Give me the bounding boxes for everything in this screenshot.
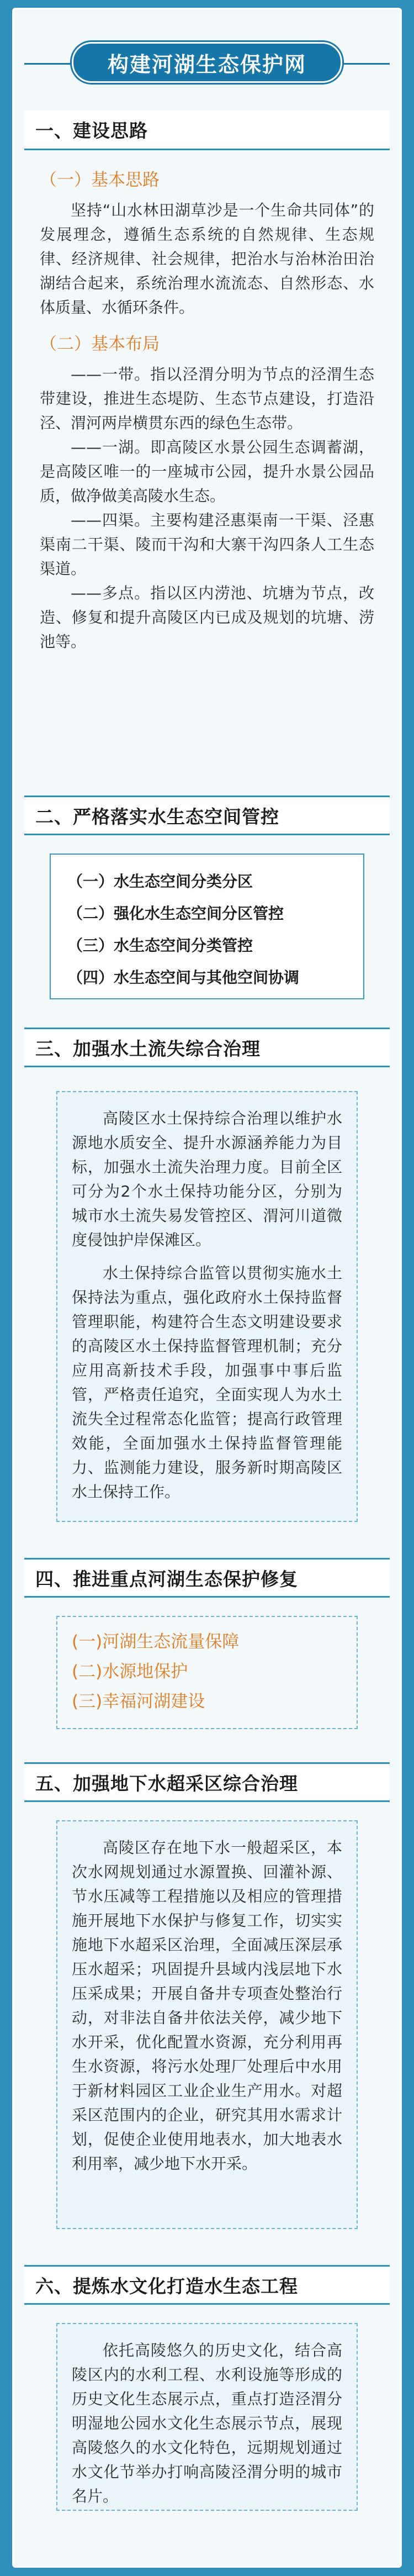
banner xyxy=(0,30,414,91)
section-box-3 xyxy=(56,1091,358,1522)
section-header-4 xyxy=(24,1558,390,1598)
section-box-4 xyxy=(56,1616,358,1729)
section-header-3 xyxy=(24,1028,390,1067)
list-item: （一）水生态空间分类分区 xyxy=(67,872,253,891)
section-header-6 xyxy=(24,2265,390,2305)
list-item: ——四渠。主要构建泾惠渠南一干渠、泾惠渠南二干渠、陵而干沟和大寨干沟四条人工生态渠道。 xyxy=(40,511,374,578)
paragraph: 坚持“山水林田湖草沙是一个生命共同体”的发展理念，遵循生态系统的自然规律、生态规律、经济规律、社会规律，把治水与治林治田治湖结合起来，系统治理水流流态、自然形态、水体质量、水循环条件。 xyxy=(40,201,374,317)
section-title: 五、加强地下水超采区综合治理 xyxy=(35,1772,298,1794)
list-item: ——一带。指以泾渭分明为节点的泾渭生态带建设，推进生态堤防、生态节点建设，打造沿泾、渭河两岸横贯东西的绿色生态带。 xyxy=(40,365,374,432)
list-item: ——一湖。即高陵区水景公园生态调蓄湖，是高陵区唯一的一座城市公园，提升水景公园品质，做净做美高陵水生态。 xyxy=(40,438,374,505)
section-title: 一、建设思路 xyxy=(35,120,148,141)
list-item: （四）水生态空间与其他空间协调 xyxy=(67,968,300,987)
list-item: (一)河湖生态流量保障 xyxy=(72,1632,240,1652)
paragraph: 水土保持综合监管以贯彻实施水土保持法为重点，强化政府水土保持监督管理职能，构建符合生态文明建设要求的高陵区水土保持监督管理机制；充分应用高新技术手段，加强事中事后监管，严格责任追究，全面实现人为水土流失全过程常态化监管；提高行政管理效能，全面加强水土保持监督管理能力、监测能力建设，服务新时期高陵区水土保持工作。 xyxy=(72,1264,342,1501)
section-box-6 xyxy=(56,2323,358,2511)
section-title: 六、提炼水文化打造水生态工程 xyxy=(35,2275,298,2297)
subheading: （一）基本思路 xyxy=(40,170,160,190)
paragraph: 依托高陵悠久的历史文化，结合高陵区内的水利工程、水利设施等形成的历史文化生态展示点，重点打造泾渭分明湿地公园水文化生态展示节点，展现高陵悠久的水文化特色，远期规划通过水文化节举办打响高陵泾渭分明的城市名片。 xyxy=(72,2341,342,2505)
section-title: 三、加强水土流失综合治理 xyxy=(35,1037,261,1060)
list-item: （二）强化水生态空间分区管控 xyxy=(67,904,284,923)
section-header-5 xyxy=(24,1762,390,1802)
section-title: 四、推进重点河湖生态保护修复 xyxy=(35,1568,298,1590)
section-header-2 xyxy=(24,796,390,835)
section-header-1 xyxy=(24,110,390,150)
paragraph: 高陵区存在地下水一般超采区，本次水网规划通过水源置换、回灌补源、节水压减等工程措施以及相应的管理措施开展地下水保护与修复工作，切实实施地下水超采区治理，全面减压深层承压水超采；巩固提升县域内浅层地下水压采成果；开展自备井专项查处整治行动，对非法自备井依法关停，减少地下水开采，优化配置水资源，充分利用再生水资源，将污水处理厂处理后中水用于新材料园区工业企业生产用水。对超采区范围内的企业，研究其用水需求计划，促使企业使用地表水，加大地表水利用率，减少地下水开采。 xyxy=(72,1839,342,2173)
banner-line-left xyxy=(24,63,72,65)
section-title: 二、严格落实水生态空间管控 xyxy=(35,805,279,828)
list-item: （三）水生态空间分类管控 xyxy=(67,936,253,955)
list-item: ——多点。指以区内涝池、坑塘为节点，改造、修复和提升高陵区内已成及规划的坑塘、涝池等。 xyxy=(40,584,374,651)
banner-title: 构建河湖生态保护网 xyxy=(107,52,306,77)
list-item: (三)幸福河湖建设 xyxy=(72,1692,205,1711)
section-box-2 xyxy=(50,854,364,999)
section-box-5 xyxy=(56,1820,358,2229)
paragraph: 高陵区水土保持综合治理以维护水源地水质安全、提升水源涵养能力为目标，加强水土流失治理力度。目前全区可分为2个水土保持功能分区，分别为城市水土流失易发管控区、渭河川道微度侵蚀护岸保滩区。 xyxy=(72,1109,342,1249)
banner-line-right xyxy=(342,63,390,65)
banner-pill xyxy=(72,42,342,83)
subheading: （二）基本布局 xyxy=(40,334,160,354)
section-body-1 xyxy=(40,166,374,654)
list-item: (二)水源地保护 xyxy=(72,1662,188,1682)
